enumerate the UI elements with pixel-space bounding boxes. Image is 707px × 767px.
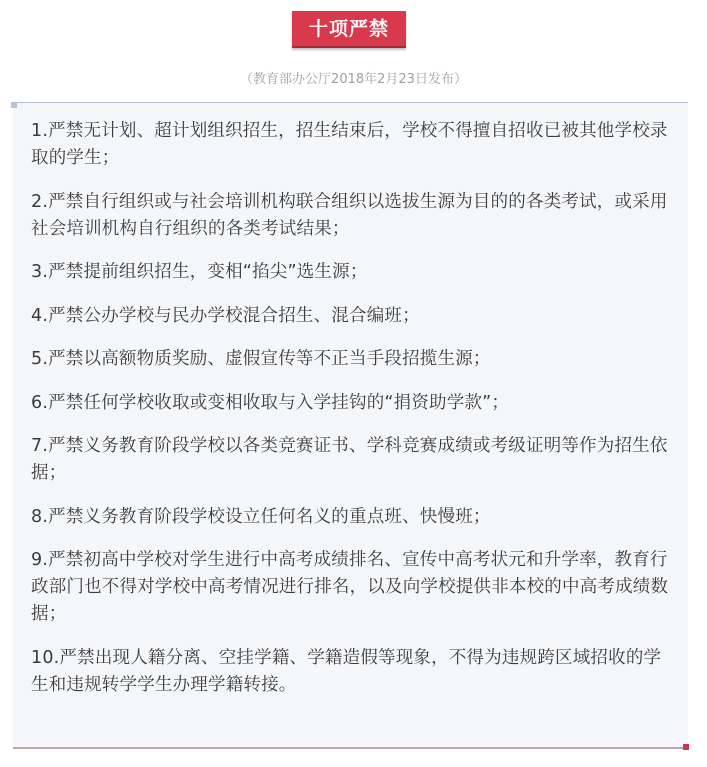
rule-item-8: 8.严禁义务教育阶段学校设立任何名义的重点班、快慢班；: [31, 506, 491, 527]
rule-item-10: 10.严禁出现人籍分离、空挂学籍、学籍造假等现象，不得为违规跨区域招收的学生和违规转学学生办理学籍转接。: [31, 647, 662, 695]
rules-list: [31, 118, 671, 715]
rule-item-9: 9.严禁初高中学校对学生进行中高考成绩排名、宣传中高考状元和升学率，教育行政部门也不得对学校中高考情况进行排名，以及向学校提供非本校的中高考成绩数据；: [31, 550, 669, 624]
corner-accent-top-left: [11, 102, 17, 108]
rule-item-7: 7.严禁义务教育阶段学校以各类竞赛证书、学科竞赛成绩或考级证明等作为招生依据；: [31, 436, 668, 483]
corner-accent-bottom-right: [683, 744, 689, 750]
rule-item-1: 1.严禁无计划、超计划组织招生，招生结束后，学校不得擅自招收已被其他学校录取的学生；: [31, 121, 668, 168]
rule-item-5: 5.严禁以高额物质奖励、虚假宣传等不正当手段招揽生源；: [31, 349, 491, 369]
rule-item-3: 3.严禁提前组织招生，变相“掐尖”选生源；: [31, 262, 368, 282]
rule-item-6: 6.严禁任何学校收取或变相收取与入学挂钩的“捐资助学款”；: [31, 392, 510, 413]
rule-item-4: 4.严禁公办学校与民办学校混合招生、混合编班；: [31, 305, 420, 326]
title-badge: 十项严禁: [292, 11, 406, 48]
subtitle: （教育部办公厅2018年2月23日发布）: [240, 72, 467, 87]
rule-item-2: 2.严禁自行组织或与社会培训机构联合组织以选拔生源为目的的各类考试，或采用社会培训机构自行组织的各类考试结果；: [31, 191, 668, 239]
